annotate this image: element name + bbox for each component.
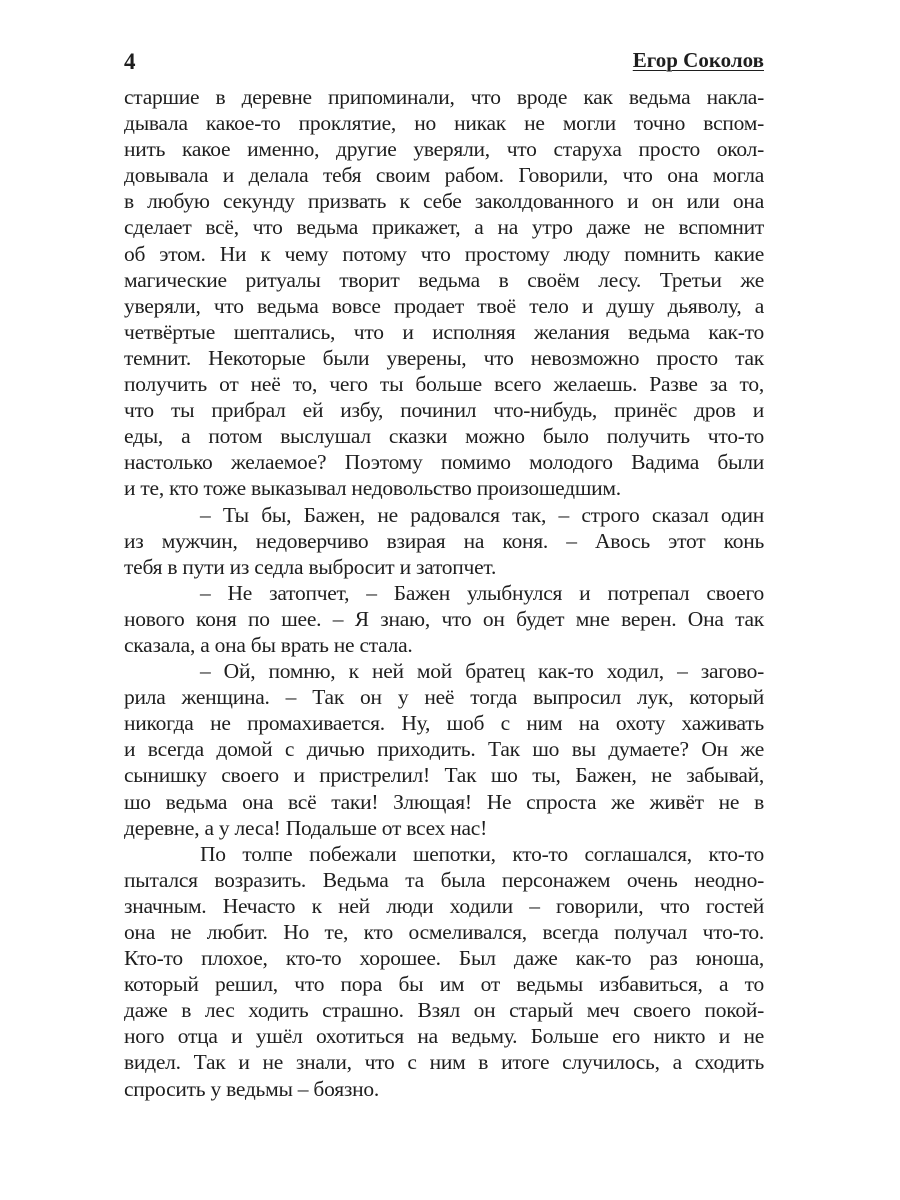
body-text — [124, 84, 764, 1102]
text-line: что ты прибрал ей избу, починил что-нибудь, принёс дров и — [124, 398, 764, 423]
text-line: сынишку своего и пристрелил! Так шо ты, Бажен, не забывай, — [124, 763, 764, 788]
text-line: из мужчин, недоверчиво взирая на коня. – Авось этот конь — [124, 528, 764, 553]
page-number: 4 — [124, 49, 136, 74]
text-line: магические ритуалы творит ведьма в своём лесу. Третьи же — [124, 267, 764, 292]
running-head — [124, 47, 764, 77]
text-line: уверяли, что ведьма вовсе продает твоё тело и душу дьяволу, а — [124, 293, 764, 318]
text-line: видел. Так и не знали, что с ним в итоге случилось, а сходить — [124, 1050, 764, 1075]
text-line: нить какое именно, другие уверяли, что старуха просто окол- — [124, 137, 764, 162]
text-line: еды, а потом выслушал сказки можно было получить что-то — [124, 424, 764, 449]
text-line: Кто-то плохое, кто-то хорошее. Был даже как-то раз юноша, — [124, 946, 764, 971]
text-line: получить от неё то, чего ты больше всего желаешь. Разве за то, — [124, 372, 764, 397]
text-line: значным. Нечасто к ней люди ходили – говорили, что гостей — [124, 893, 764, 918]
text-line: дывала какое-то проклятие, но никак не могли точно вспом- — [124, 111, 764, 136]
text-line: в любую секунду призвать к себе заколдованного и он или она — [124, 189, 764, 214]
text-line: даже в лес ходить страшно. Взял он старый меч своего покой- — [124, 998, 764, 1023]
dialogue-line: – Ты бы, Бажен, не радовался так, – строго сказал один — [200, 502, 764, 527]
text-line: старшие в деревне припоминали, что вроде как ведьма накла- — [124, 85, 764, 109]
dialogue-line: – Не затопчет, – Бажен улыбнулся и потрепал своего — [200, 580, 764, 605]
text-line: и всегда домой с дичью приходить. Так шо вы думаете? Он же — [124, 737, 764, 762]
text-line: нового коня по шее. – Я знаю, что он будет мне верен. Она так — [124, 606, 764, 631]
text-line: об этом. Ни к чему потому что простому люду помнить какие — [124, 241, 764, 266]
text-line: рила женщина. – Так он у неё тогда выпросил лук, который — [124, 685, 764, 710]
text-line: никогда не промахивается. Ну, шоб с ним на охоту хаживать — [124, 711, 764, 736]
text-line: она не любит. Но те, кто осмеливался, всегда получал что-то. — [124, 920, 764, 944]
text-line: темнит. Некоторые были уверены, что невозможно просто так — [124, 345, 764, 370]
paragraph-end-line: сказала, а она бы врать не стала. — [124, 632, 413, 657]
paragraph-end-line: спросить у ведьмы – боязно. — [124, 1076, 379, 1101]
text-line: шо ведьма она всё таки! Злющая! Не спроста же живёт не в — [124, 789, 764, 814]
text-line: пытался возразить. Ведьма та была персонажем очень неодно- — [124, 867, 764, 892]
text-line: сделает всё, что ведьма прикажет, а на утро даже не вспомнит — [124, 215, 764, 240]
paragraph-first-line: По толпе побежали шепотки, кто-то соглашался, кто-то — [200, 841, 764, 866]
text-line: ного отца и ушёл охотиться на ведьму. Больше его никто и не — [124, 1024, 764, 1049]
dialogue-line: – Ой, помню, к ней мой братец как-то ходил, – загово- — [200, 659, 764, 684]
paragraph-end-line: деревне, а у леса! Подальше от всех нас! — [124, 815, 487, 840]
text-line: настолько желаемое? Поэтому помимо молодого Вадима были — [124, 450, 764, 475]
paragraph-end-line: тебя в пути из седла выбросит и затопчет. — [124, 554, 497, 579]
paragraph-end-line: и те, кто тоже выказывал недовольство произошедшим. — [124, 476, 621, 501]
text-line: который решил, что пора бы им от ведьмы избавиться, а то — [124, 972, 764, 997]
author-name: Егор Соколов — [632, 48, 764, 72]
text-line: довывала и делала тебя своим рабом. Говорили, что она могла — [124, 163, 764, 188]
text-line: четвёртые шептались, что и исполняя желания ведьма как-то — [124, 319, 764, 344]
